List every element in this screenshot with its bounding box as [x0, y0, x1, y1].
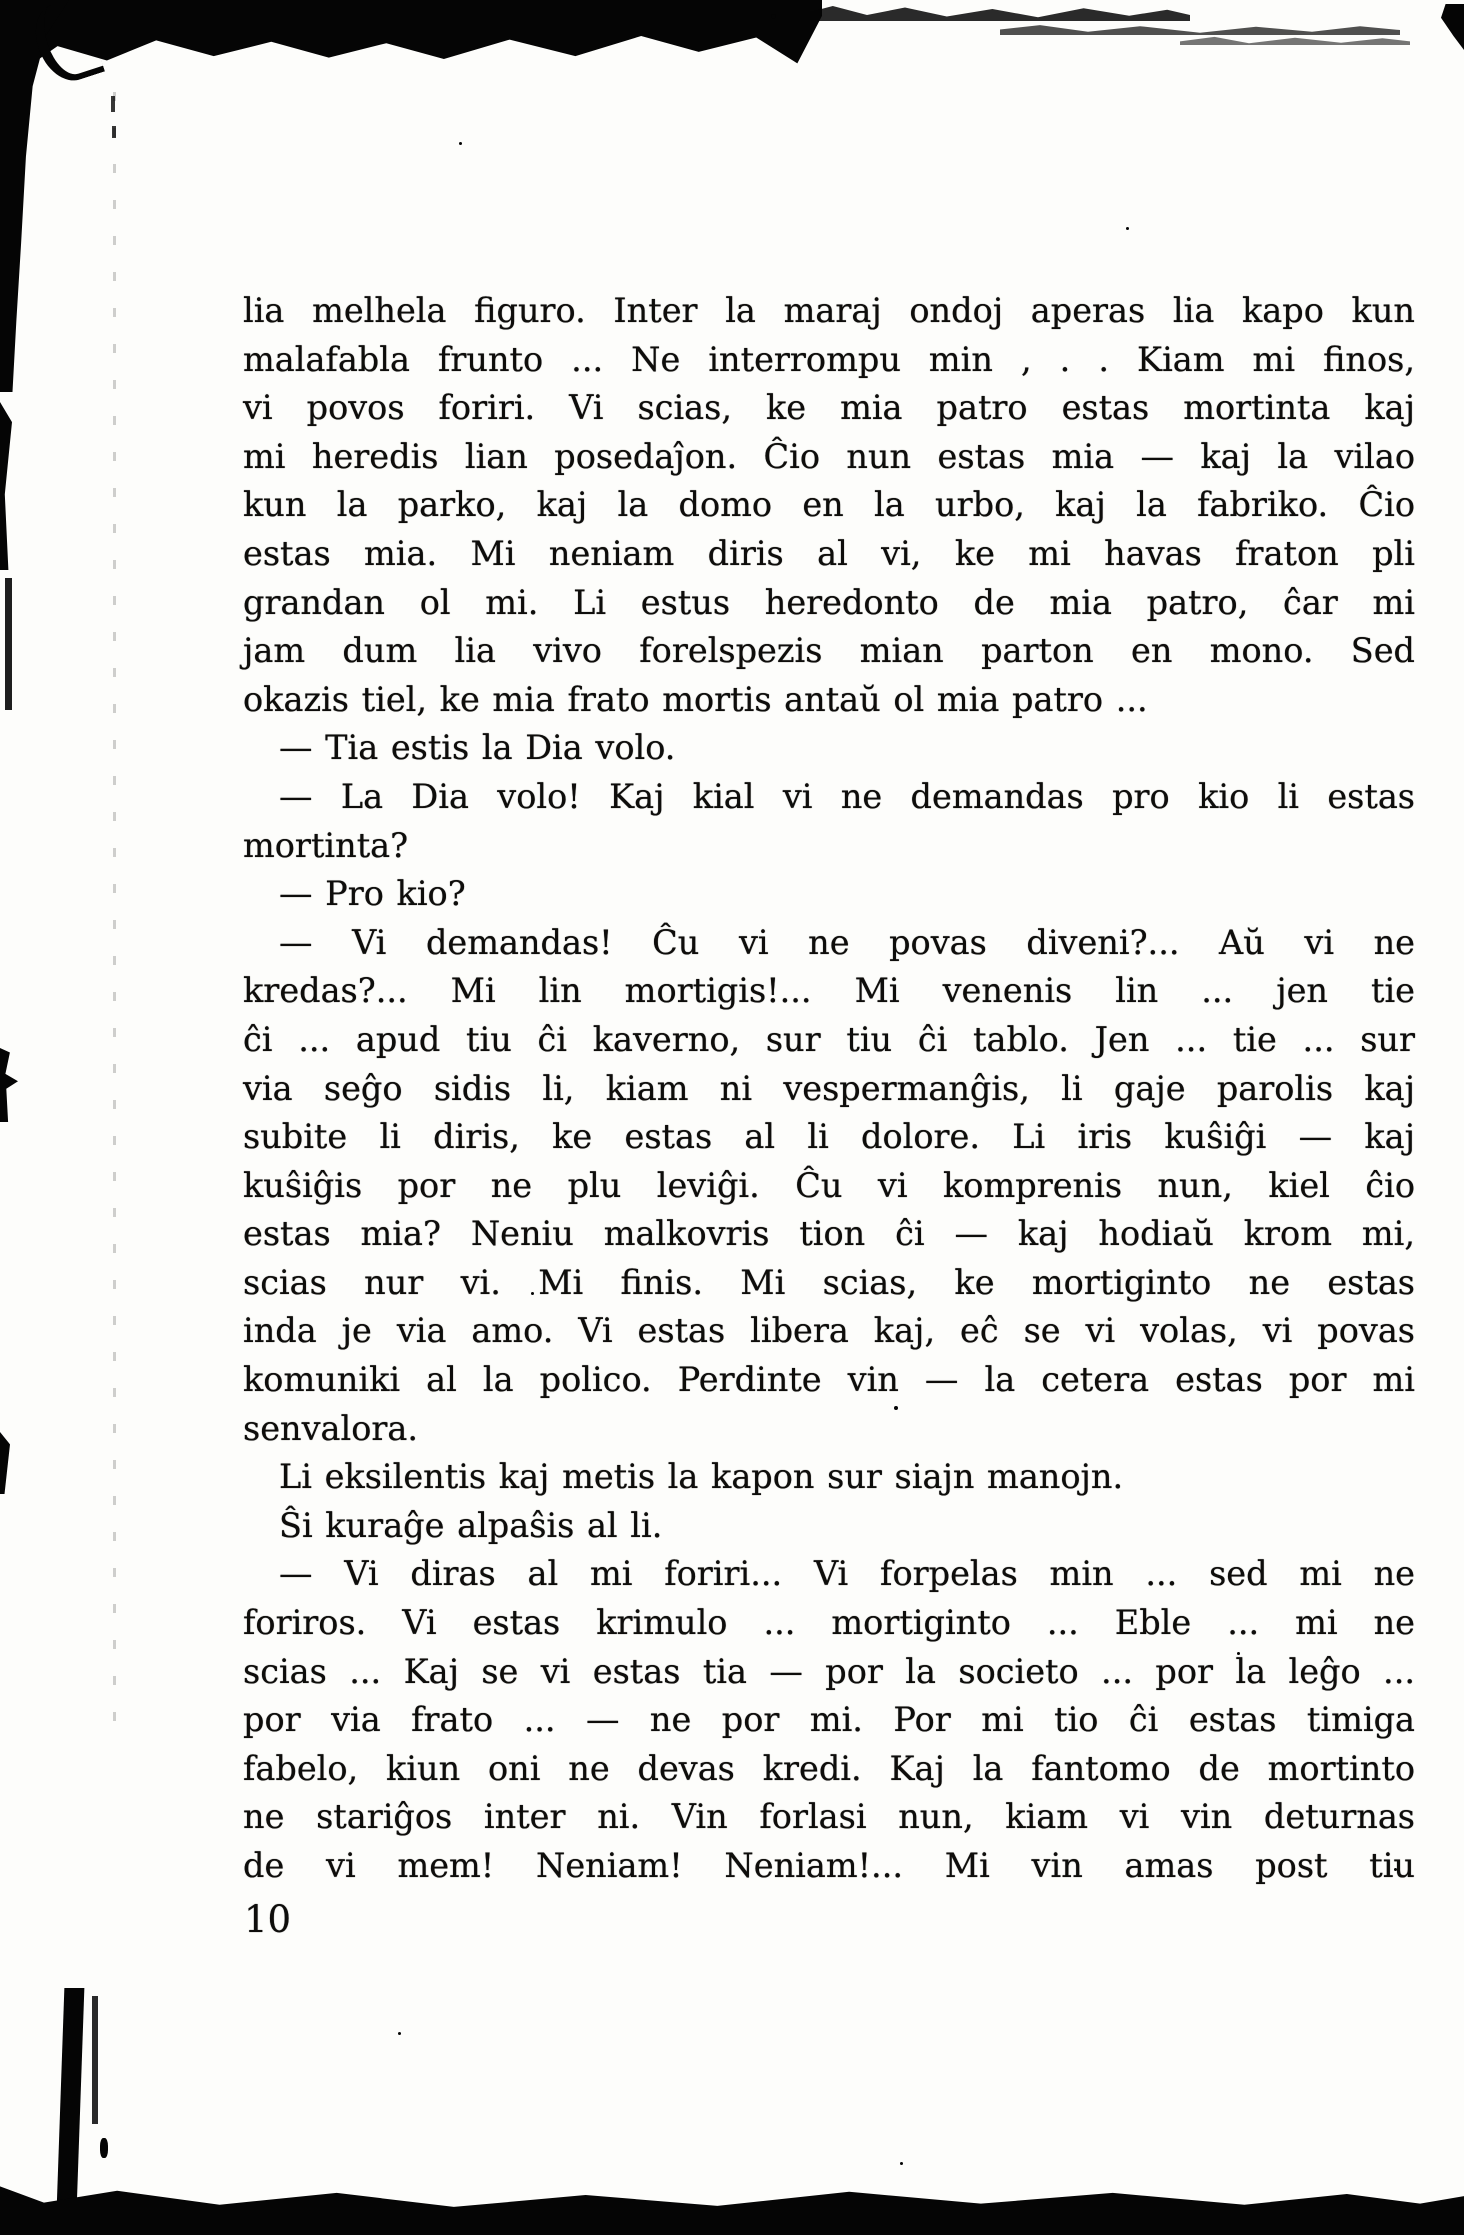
text-line: grandan ol mi. Li estus heredonto de mia patro, ĉar mi: [243, 582, 1415, 622]
scan-artifact-top-band: [0, 0, 822, 72]
text-block: [243, 287, 1415, 1891]
scan-artifact-left-edge-mark: [5, 578, 12, 710]
text-line: mortinta?: [243, 825, 409, 865]
text-line: estas mia? Neniu malkovris tion ĉi — kaj hodiaŭ krom mi,: [243, 1214, 1415, 1254]
text-line: Li eksilentis kaj metis la kapon sur siajn manojn.: [279, 1457, 1124, 1497]
text-line: — Vi diras al mi foriri... Vi forpelas min ... sed mi ne: [279, 1554, 1415, 1594]
scan-artifact-bottom-left-bar: [92, 1996, 98, 2124]
text-line: — La Dia volo! Kaj kial vi ne demandas pro kio li estas: [279, 776, 1415, 816]
ink-speck: [900, 2162, 903, 2165]
text-line: subite li diris, ke estas al li dolore. Li iris kuŝiĝi — kaj: [243, 1117, 1415, 1157]
text-line: estas mia. Mi neniam diris al vi, ke mi havas fraton pli: [243, 533, 1415, 573]
scan-artifact-left-edge-mark: [0, 1432, 10, 1494]
scan-artifact-bottom-left-dot: [100, 2138, 108, 2158]
text-line: okazis tiel, ke mia frato mortis antaŭ ol mia patro ...: [243, 679, 1148, 719]
text-line: mi heredis lian posedaĵon. Ĉio nun estas mia — kaj la vilao: [243, 436, 1415, 476]
text-line: kredas?... Mi lin mortigis!... Mi venenis lin ... jen tie: [243, 971, 1415, 1011]
text-line: jam dum lia vivo forelspezis mian parton en mono. Sed: [243, 631, 1415, 671]
ink-speck: [771, 14, 776, 19]
scan-artifact-top-right-strip: [810, 6, 1190, 21]
text-line: komuniki al la polico. Perdinte vin — la cetera estas por mi: [243, 1360, 1415, 1400]
text-line: — Pro kio?: [279, 874, 466, 914]
ink-speck: [398, 2032, 401, 2035]
text-line: kuŝiĝis por ne plu leviĝi. Ĉu vi komprenis nun, kiel ĉio: [243, 1165, 1415, 1205]
text-line: ne stariĝos inter ni. Vin forlasi nun, kiam vi vin deturnas: [243, 1797, 1415, 1837]
text-line: scias nur vi. Mi finis. Mi scias, ke mortiginto ne estas: [243, 1262, 1415, 1302]
text-line: senvalora.: [243, 1408, 419, 1448]
text-line: kun la parko, kaj la domo en la urbo, kaj la fabriko. Ĉio: [243, 485, 1415, 525]
text-line: lia melhela figuro. Inter la maraj ondoj aperas lia kapo kun: [243, 291, 1415, 330]
text-line: via seĝo sidis li, kiam ni vespermanĝis, li gaje parolis kaj: [243, 1068, 1415, 1108]
scan-artifact-left-edge-mark: [0, 1048, 18, 1122]
scan-artifact-top-right-corner: [1441, 4, 1464, 50]
page-number: 10: [244, 1898, 292, 1941]
text-line: ĉi ... apud tiu ĉi kaverno, sur tiu ĉi tablo. Jen ... tie ... sur: [243, 1019, 1415, 1059]
text-line: foriros. Vi estas krimulo ... mortiginto ... Eble ... mi ne: [243, 1603, 1415, 1643]
ink-speck: [1126, 227, 1129, 230]
scan-artifact-fold-dash: [111, 96, 115, 112]
text-line: vi povos foriri. Vi scias, ke mia patro estas mortinta kaj: [243, 388, 1415, 428]
text-line: inda je via amo. Vi estas libera kaj, eĉ se vi volas, vi povas: [243, 1311, 1415, 1351]
scan-artifact-left-edge-mark: [0, 402, 12, 570]
scan-artifact-fold-dash: [112, 126, 116, 138]
scan-artifact-bottom-band: [0, 2181, 1464, 2235]
text-line: por via frato ... — ne por mi. Por mi tio ĉi estas timiga: [243, 1700, 1415, 1740]
text-line: — Tia estis la Dia volo.: [279, 728, 676, 768]
scan-artifact-fold-line: [113, 92, 116, 1722]
scan-artifact-top-right-strip: [1180, 36, 1410, 45]
text-line: scias ... Kaj se vi estas tia — por la societo ... por la leĝo ...: [243, 1651, 1415, 1691]
text-line: fabelo, kiun oni ne devas kredi. Kaj la fantomo de mortinto: [243, 1748, 1415, 1788]
scan-artifact-top-right-strip: [1000, 24, 1400, 35]
text-line: Ŝi kuraĝe alpaŝis al li.: [279, 1505, 663, 1545]
text-line: malafabla frunto ... Ne interrompu min , . . Kiam mi finos,: [243, 339, 1415, 379]
text-line: — Vi demandas! Ĉu vi ne povas diveni?... Aŭ vi ne: [279, 922, 1415, 962]
ink-speck: [459, 142, 462, 145]
text-line: de vi mem! Neniam! Neniam!... Mi vin amas post tiu: [243, 1846, 1415, 1885]
